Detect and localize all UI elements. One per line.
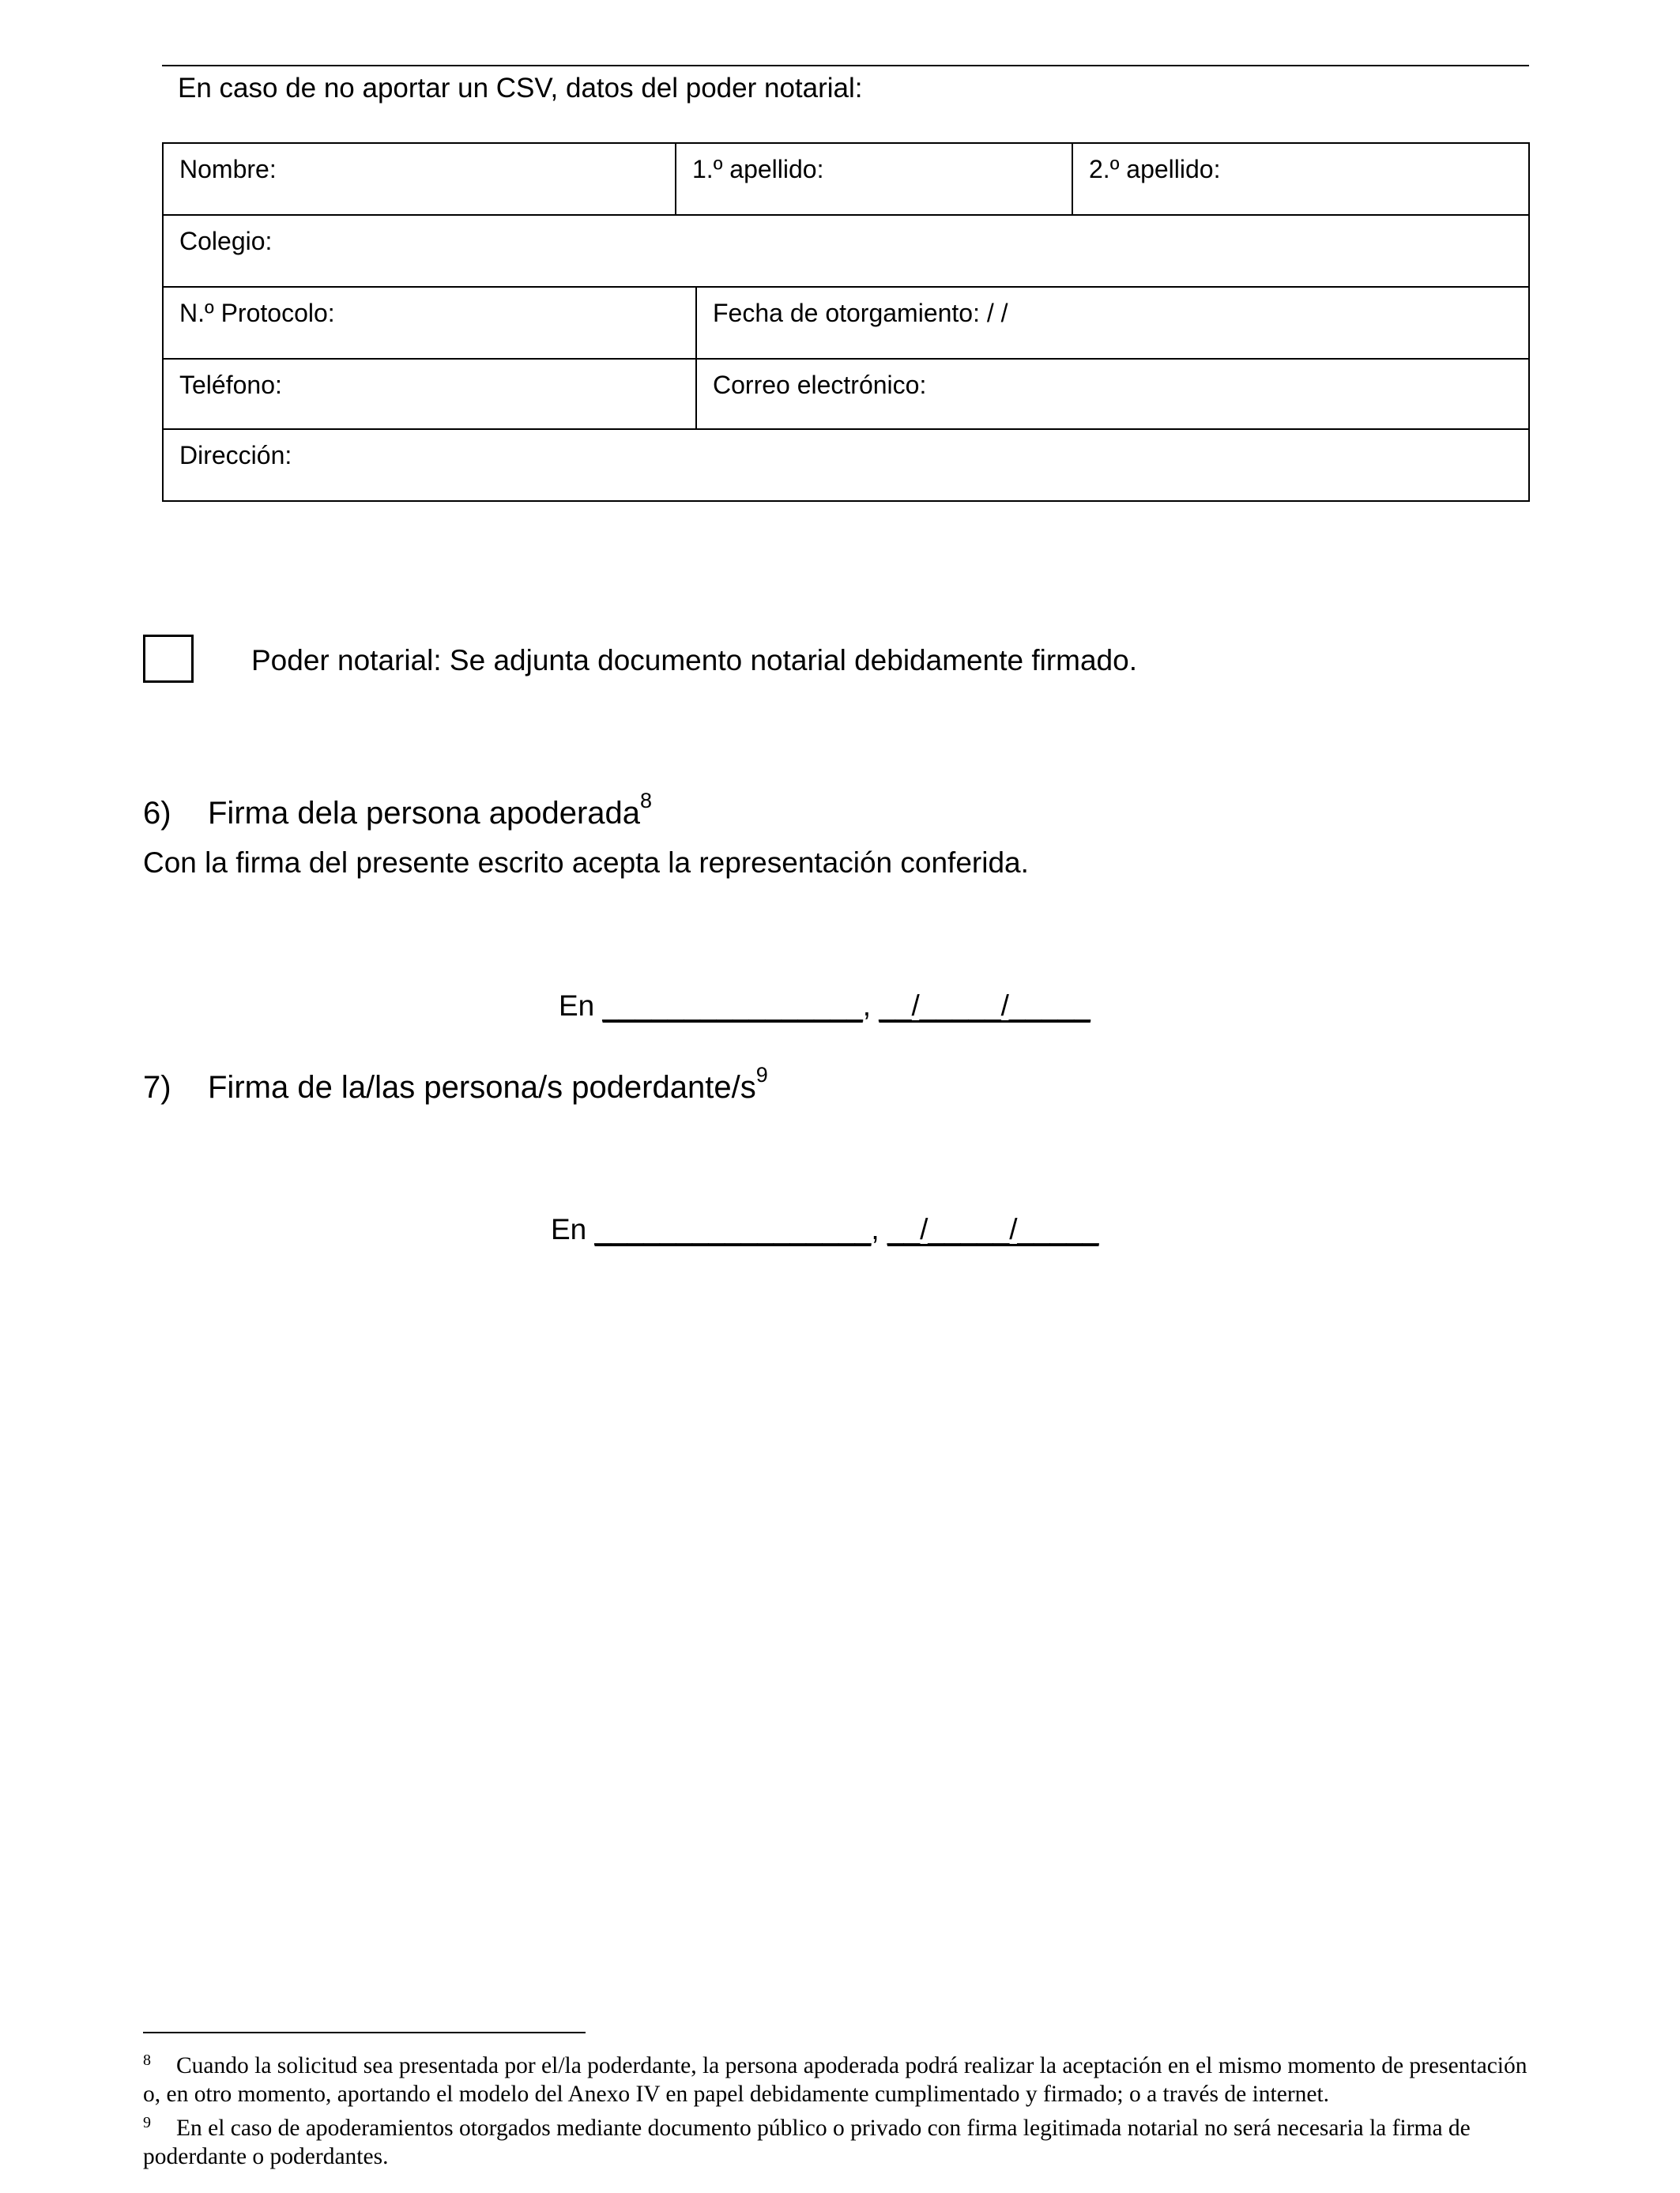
footnote-mark: 8 <box>143 2052 151 2069</box>
poder-notarial-label: Poder notarial: Se adjunta documento notarial debidamente firmado. <box>251 644 1137 676</box>
notarial-table-row-names <box>162 142 1530 216</box>
sign-prefix: En <box>559 989 603 1022</box>
section-6-title: Firma dela persona apoderada <box>208 796 641 831</box>
poder-notarial-checkbox[interactable] <box>143 635 194 683</box>
colegio-field[interactable]: Colegio: <box>179 227 273 255</box>
section-7-signature-line <box>551 1213 1098 1246</box>
section-6-number: 6) <box>143 796 171 831</box>
sign-prefix: En <box>551 1213 595 1245</box>
sign-comma: , <box>871 1213 887 1245</box>
notarial-table-row-direccion <box>162 428 1530 502</box>
csv-heading: En caso de no aportar un CSV, datos del poder notarial: <box>178 73 863 104</box>
section-6-heading <box>143 789 652 831</box>
footnote-ref-9[interactable]: 9 <box>755 1063 768 1087</box>
footnote-text: Cuando la solicitud sea presentada por el/la poderdante, la persona apoderada podrá realizar la aceptación en el mismo momento de presentación o, en otro momento, aportando el modelo del Anexo IV en papel debidamente cumplimentado y firmado; o a través de internet. <box>143 2053 1527 2107</box>
notarial-table-row-protocolo <box>162 286 1530 360</box>
date-blank-6[interactable]: __/_____/_____ <box>879 989 1090 1022</box>
apellido1-field[interactable]: 1.º apellido: <box>675 144 1072 214</box>
footnote-ref-8[interactable]: 8 <box>640 789 653 812</box>
telefono-field[interactable]: Teléfono: <box>179 371 282 399</box>
direccion-field[interactable]: Dirección: <box>179 441 292 469</box>
footnote-text: En el caso de apoderamientos otorgados mediante documento público o privado con firma legitimada notarial no será necesaria la firma de poderdante o poderdantes. <box>143 2116 1471 2169</box>
footnotes <box>143 2046 1534 2171</box>
top-divider <box>162 65 1529 66</box>
date-blank-7[interactable]: __/_____/_____ <box>887 1213 1099 1245</box>
section-6-text: Con la firma del presente escrito acepta la representación conferida. <box>143 846 1029 879</box>
nombre-field[interactable]: Nombre: <box>179 155 277 183</box>
place-blank-6[interactable]: ________________ <box>602 989 863 1022</box>
footnote-8 <box>143 2046 1534 2108</box>
footnote-mark: 9 <box>143 2114 151 2131</box>
notarial-table-row-colegio <box>162 214 1530 288</box>
section-7-number: 7) <box>143 1070 171 1105</box>
section-7-title: Firma de la/las persona/s poderdante/s <box>208 1070 756 1105</box>
correo-field[interactable]: Correo electrónico: <box>695 360 1528 428</box>
footnote-divider <box>143 2032 586 2033</box>
section-7-heading <box>143 1063 768 1106</box>
place-blank-7[interactable]: _________________ <box>594 1213 872 1245</box>
fecha-otorgamiento-field[interactable]: Fecha de otorgamiento: / / <box>695 288 1528 358</box>
sign-comma: , <box>862 989 880 1022</box>
section-6-signature-line <box>559 989 1090 1023</box>
apellido2-field[interactable]: 2.º apellido: <box>1072 144 1528 214</box>
footnote-9 <box>143 2108 1534 2171</box>
protocolo-field[interactable]: N.º Protocolo: <box>179 299 335 327</box>
notarial-table-row-contact <box>162 358 1530 430</box>
